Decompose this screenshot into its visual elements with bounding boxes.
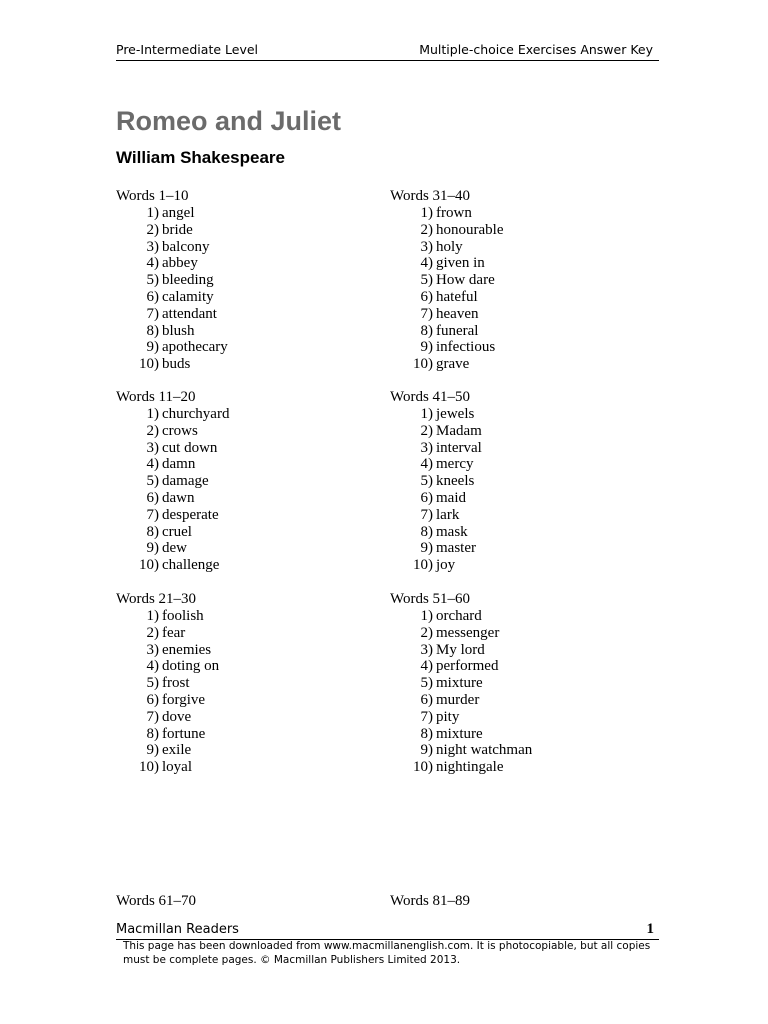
- answer-word: honourable: [436, 221, 504, 238]
- level-label: Pre-Intermediate Level: [116, 42, 258, 57]
- answer-item: [390, 288, 478, 306]
- answer-item: [116, 288, 214, 306]
- answer-number: 2): [146, 221, 159, 238]
- word-group: [390, 591, 533, 776]
- answer-number: 1): [420, 608, 433, 624]
- answer-number: 7): [146, 305, 159, 322]
- answer-number: 4): [420, 456, 433, 473]
- answer-word: bleeding: [162, 272, 214, 289]
- answer-item: [116, 322, 195, 340]
- answer-number: 5): [146, 675, 159, 692]
- answer-item: [390, 439, 482, 457]
- answer-number: 5): [420, 675, 433, 692]
- answer-item: [390, 675, 483, 692]
- answer-word: loyal: [162, 759, 192, 776]
- answer-number: 3): [420, 641, 433, 658]
- answer-item: [390, 255, 485, 272]
- group-heading: Words 1–10: [116, 188, 189, 204]
- answer-word: holy: [436, 238, 463, 255]
- answer-item: [390, 557, 470, 574]
- answer-number: 1): [146, 406, 159, 422]
- answer-item: [390, 473, 475, 490]
- answer-word: abbey: [162, 255, 198, 272]
- answer-number: 10): [413, 759, 433, 776]
- answer-item: [390, 641, 485, 659]
- answer-word: damn: [162, 456, 196, 473]
- answer-word: attendant: [162, 305, 217, 322]
- answer-word: desperate: [162, 506, 219, 523]
- answer-word: bride: [162, 221, 193, 238]
- answer-item: [116, 759, 196, 776]
- answer-item: [116, 439, 218, 457]
- answer-number: 9): [420, 742, 433, 759]
- answer-number: 1): [146, 608, 159, 624]
- answer-number: 7): [420, 506, 433, 523]
- answer-number: 4): [146, 456, 159, 473]
- answer-word: lark: [436, 506, 460, 523]
- answer-number: 6): [420, 288, 433, 305]
- answer-number: 6): [146, 489, 159, 506]
- answer-word: pity: [436, 708, 460, 725]
- answer-list: [116, 205, 228, 373]
- answer-item: [116, 725, 206, 743]
- answer-item: [390, 272, 495, 289]
- answer-item: [116, 305, 217, 323]
- answer-item: [116, 272, 214, 289]
- answer-item: [390, 759, 504, 776]
- answer-word: funeral: [436, 322, 479, 339]
- answer-number: 4): [146, 658, 159, 675]
- answer-list: [116, 608, 220, 776]
- answer-item: [390, 239, 470, 256]
- answer-word: blush: [162, 322, 195, 339]
- answer-number: 9): [146, 339, 159, 356]
- word-group: [116, 591, 220, 776]
- answer-number: 1): [420, 406, 433, 422]
- answer-number: 6): [146, 288, 159, 305]
- answer-item: [390, 540, 476, 557]
- answer-word: given in: [436, 255, 485, 272]
- answer-number: 10): [139, 356, 159, 373]
- answer-number: 8): [420, 322, 433, 339]
- answer-item: [390, 221, 504, 239]
- answer-number: 4): [146, 255, 159, 272]
- answer-item: [116, 356, 189, 373]
- answer-word: murder: [436, 691, 480, 708]
- answer-number: 5): [146, 272, 159, 289]
- answer-item: [390, 691, 480, 709]
- answer-item: [116, 238, 210, 256]
- answer-number: 2): [420, 422, 433, 439]
- answer-word: master: [436, 540, 476, 557]
- answer-item: [390, 624, 500, 642]
- answer-item: [116, 506, 219, 524]
- answer-word: mixture: [436, 725, 483, 742]
- answer-word: messenger: [436, 624, 500, 641]
- answer-item: [116, 339, 228, 356]
- answer-item: [390, 205, 470, 222]
- answer-number: 10): [139, 759, 159, 776]
- answer-item: [390, 658, 499, 675]
- group-heading: Words 21–30: [116, 591, 197, 607]
- answer-item: [390, 725, 483, 743]
- answer-number: 5): [146, 473, 159, 490]
- publisher-label: Macmillan Readers: [116, 922, 239, 937]
- answer-item: [116, 742, 196, 759]
- answer-word: kneels: [436, 473, 475, 490]
- answer-item: [116, 422, 198, 440]
- answer-item: [116, 540, 195, 557]
- answer-item: [116, 456, 195, 473]
- answer-word: apothecary: [162, 339, 228, 356]
- answer-word: Madam: [436, 422, 482, 439]
- answer-word: crows: [162, 422, 198, 439]
- answer-number: 3): [420, 238, 433, 255]
- answer-word: joy: [436, 557, 456, 574]
- copyright-note: This page has been downloaded from www.macmillanenglish.com. It is photocopiable, but all copies must be complete pages. © Macmillan Publishers Limited 2013.: [123, 940, 651, 966]
- answer-word: foolish: [162, 608, 204, 624]
- group-heading: Words 51–60: [390, 591, 471, 607]
- answer-number: 1): [420, 205, 433, 221]
- answer-word: dew: [162, 540, 187, 557]
- answer-word: damage: [162, 473, 209, 490]
- answer-key-label: Multiple-choice Exercises Answer Key: [419, 42, 653, 57]
- answer-word: angel: [162, 205, 195, 221]
- answer-word: night watchman: [436, 742, 533, 759]
- answer-word: enemies: [162, 641, 212, 658]
- answer-number: 1): [146, 205, 159, 221]
- answer-word: doting on: [162, 658, 220, 675]
- answer-number: 8): [420, 725, 433, 742]
- answer-word: heaven: [436, 305, 479, 322]
- page-number: 1: [646, 921, 654, 937]
- answer-item: [116, 524, 195, 541]
- answer-word: hateful: [436, 288, 478, 305]
- word-group: [390, 188, 504, 373]
- answer-word: jewels: [436, 406, 475, 422]
- answer-item: [390, 490, 470, 507]
- answer-item: [116, 490, 195, 507]
- answer-item: [390, 507, 470, 524]
- answer-word: performed: [436, 658, 499, 675]
- answer-word: cruel: [162, 523, 192, 540]
- answer-item: [116, 406, 230, 423]
- book-author: William Shakespeare: [116, 148, 285, 167]
- answer-number: 9): [420, 339, 433, 356]
- answer-item: [116, 658, 220, 675]
- word-group: [390, 893, 470, 910]
- answer-number: 6): [146, 691, 159, 708]
- answer-word: frown: [436, 205, 472, 221]
- answer-item: [116, 675, 196, 692]
- answer-word: buds: [162, 356, 191, 373]
- answer-number: 5): [420, 272, 433, 289]
- answer-number: 9): [146, 742, 159, 759]
- answer-word: cut down: [162, 439, 218, 456]
- word-group: [116, 188, 228, 373]
- group-heading: Words 31–40: [390, 188, 471, 204]
- answer-item: [390, 305, 479, 323]
- answer-number: 7): [146, 708, 159, 725]
- book-title: Romeo and Juliet: [116, 106, 342, 136]
- answer-item: [116, 557, 220, 574]
- answer-word: How dare: [436, 272, 495, 289]
- answer-number: 3): [146, 439, 159, 456]
- answer-word: mixture: [436, 675, 483, 692]
- answer-number: 9): [420, 540, 433, 557]
- answer-item: [390, 322, 479, 340]
- answer-word: nightingale: [436, 759, 504, 776]
- answer-number: 3): [420, 439, 433, 456]
- answer-word: fear: [162, 624, 186, 641]
- answer-word: forgive: [162, 691, 206, 708]
- answer-number: 3): [146, 641, 159, 658]
- answer-number: 2): [420, 221, 433, 238]
- answer-word: fortune: [162, 725, 206, 742]
- answer-list: [390, 205, 504, 373]
- answer-word: churchyard: [162, 406, 230, 422]
- group-heading: Words 11–20: [116, 389, 196, 405]
- answer-item: [390, 339, 496, 356]
- answer-word: mercy: [436, 456, 474, 473]
- answer-item: [116, 691, 206, 709]
- answer-word: maid: [436, 489, 466, 506]
- answer-number: 8): [146, 725, 159, 742]
- answer-item: [116, 709, 196, 726]
- answer-number: 10): [413, 356, 433, 373]
- answer-item: [390, 608, 482, 625]
- answer-number: 4): [420, 255, 433, 272]
- word-group: [116, 389, 230, 574]
- answer-item: [390, 456, 474, 473]
- answer-list: [390, 406, 482, 574]
- group-heading: Words 81–89: [390, 893, 471, 909]
- answer-word: dawn: [162, 489, 195, 506]
- answer-item: [116, 205, 195, 222]
- answer-number: 7): [146, 506, 159, 523]
- answer-item: [116, 625, 196, 642]
- answer-word: interval: [436, 439, 482, 456]
- answer-item: [390, 406, 475, 423]
- word-group: [390, 389, 482, 574]
- answer-number: 8): [146, 322, 159, 339]
- answer-number: 10): [139, 557, 159, 574]
- answer-number: 3): [146, 238, 159, 255]
- answer-word: mask: [436, 523, 468, 540]
- group-heading: Words 41–50: [390, 389, 471, 405]
- answer-number: 6): [420, 489, 433, 506]
- answer-number: 8): [420, 523, 433, 540]
- answer-word: My lord: [436, 641, 485, 658]
- answer-word: challenge: [162, 557, 220, 574]
- answer-item: [116, 255, 198, 272]
- answer-number: 2): [420, 624, 433, 641]
- answer-number: 8): [146, 523, 159, 540]
- answer-word: balcony: [162, 238, 210, 255]
- answer-word: exile: [162, 742, 192, 759]
- answer-word: orchard: [436, 608, 482, 624]
- answer-number: 7): [420, 708, 433, 725]
- answer-number: 10): [413, 557, 433, 574]
- answer-word: frost: [162, 675, 190, 692]
- answer-number: 7): [420, 305, 433, 322]
- answer-item: [116, 473, 209, 490]
- word-group: [116, 893, 196, 910]
- answer-item: [390, 356, 470, 373]
- answer-item: [116, 221, 193, 239]
- answer-number: 6): [420, 691, 433, 708]
- answer-list: [390, 608, 533, 776]
- answer-word: calamity: [162, 288, 214, 305]
- answer-number: 9): [146, 540, 159, 557]
- answer-number: 4): [420, 658, 433, 675]
- answer-item: [390, 709, 470, 726]
- answer-word: infectious: [436, 339, 496, 356]
- group-heading: Words 61–70: [116, 893, 197, 909]
- answer-item: [390, 422, 482, 440]
- answer-word: grave: [436, 356, 470, 373]
- answer-item: [116, 641, 212, 659]
- answer-word: dove: [162, 708, 192, 725]
- answer-list: [116, 406, 230, 574]
- answer-number: 2): [146, 422, 159, 439]
- answer-item: [390, 742, 533, 759]
- answer-number: 2): [146, 624, 159, 641]
- answer-item: [390, 524, 470, 541]
- answer-number: 5): [420, 473, 433, 490]
- page-header: [116, 42, 659, 61]
- answer-item: [116, 608, 204, 625]
